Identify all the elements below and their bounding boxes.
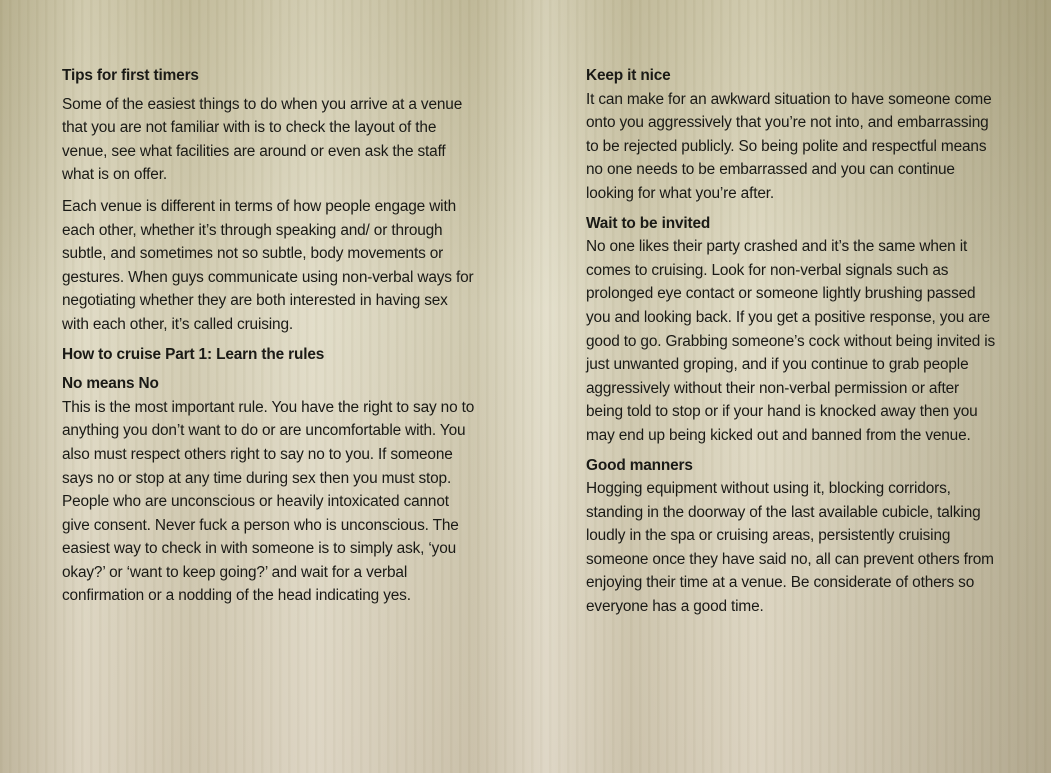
wait-to-be-invited-paragraph: No one likes their party crashed and it’s the same when it comes to cruising. Look for non-verbal signals such as prolonged eye contact or someone lightly brushing passed you and looking back. If you get a positive response, you are good to go. Grabbing someone’s cock without being invited is just unwanted groping, and if you continue to grab people aggressively without their non-verbal permission or after being told to stop or if your hand is knocked away then you may end up being kicked out and banned from the venue. (586, 238, 996, 444)
good-manners-paragraph: Hogging equipment without using it, blocking corridors, standing in the doorway of the last available cubicle, talking loudly in the spa or cruising areas, persistently cruising someone once they have said no, all can prevent others from enjoying their time at a venue. Be considerate of others so everyone has a good time. (586, 480, 994, 616)
cruise-rules-heading: How to cruise Part 1: Learn the rules (62, 345, 325, 363)
keep-it-nice-heading: Keep it nice (586, 67, 671, 84)
tips-paragraph-1: Some of the easiest things to do when you arrive at a venue that you are not familiar with is to check the layout of the venue, see what facilities are around or even ask the staff what is on offer. (62, 95, 463, 184)
tips-heading: Tips for first timers (62, 67, 199, 84)
left-column (62, 64, 477, 608)
wait-to-be-invited-heading: Wait to be invited (586, 214, 711, 232)
keep-it-nice-paragraph: It can make for an awkward situation to have someone come onto you aggressively that you’re not into, and embarrassing to be rejected publicly. So being polite and respectful means no one needs to be embarrassed and you can continue looking for what you’re after. (586, 90, 992, 202)
good-manners-heading: Good manners (586, 456, 693, 474)
right-column (586, 64, 998, 619)
tips-paragraph-2: Each venue is different in terms of how people engage with each other, whether it’s through speaking and/ or through subtle, and sometimes not so subtle, body movements or gestures. When guys communicate using non-verbal ways for negotiating whether they are both interested in having sex with each other, it’s called cruising. (62, 197, 474, 333)
no-means-no-paragraph: This is the most important rule. You have the right to say no to anything you don’t want to do or are uncomfortable with. You also must respect others right to say no to you. If someone says no or stop at any time during sex then you must stop. People who are unconscious or heavily intoxicated cannot give consent. Never fuck a person who is unconscious. The easiest way to check in with someone is to simply ask, ‘you okay?’ or ‘want to keep going?’ and wait for a verbal confirmation or a nodding of the head indicating yes. (62, 398, 475, 605)
no-means-no-heading: No means No (62, 375, 159, 393)
